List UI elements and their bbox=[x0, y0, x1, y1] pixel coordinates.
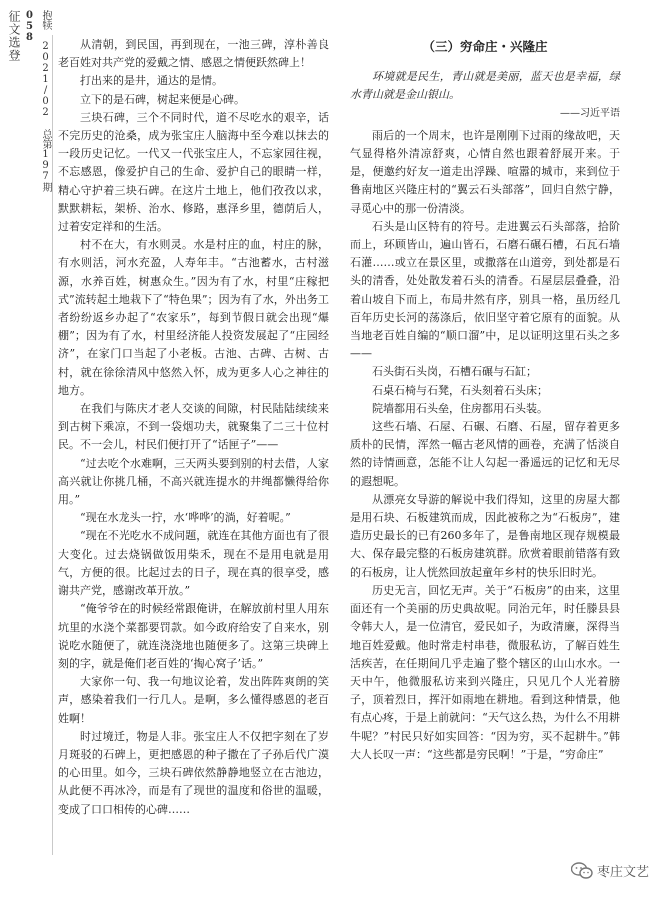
wechat-icon bbox=[571, 862, 593, 880]
paragraph: 打出来的是井，通达的是情。 bbox=[80, 74, 223, 88]
paragraph: 从清朝，到民国，再到现在，一池三碑，淳朴善良老百姓对共产党的爱戴之情、感恩之情便跃然碑上！ bbox=[58, 38, 329, 70]
paragraph: “现在水龙头一拧，水‘哗哗’的淌，好着呢。” bbox=[80, 511, 291, 525]
paragraph: “过去吃个水难啊，三天两头要到别的村去借，人家高兴就让你挑几桶，不高兴就连提水的井绳都懒得给你用。” bbox=[58, 456, 329, 507]
paragraph: 村不在大，有水则灵。水是村庄的血，村庄的脉，有水则活，河水充盈，人寿年丰。“古池蓄水，古村滋源，水养百姓，树惠众生。”因为有了水，村里“庄稼把式”流转起土地栽下了“特色果”；因为有了水，外出务工者纷纷返乡办起了“农家乐”，每到节假日就会出现“爆棚”；因为有了水，村里经济能人投资发展起了“庄园经济”，在家门口当起了小老板。古池、古碑、古树、古村，就在徐徐清风中悠然入怀，成为更多人心之神往的地方。 bbox=[58, 238, 329, 397]
paragraph: 立下的是石碑，树起来便是心碑。 bbox=[80, 92, 245, 106]
verse-line: 石桌石椅与石凳，石头刻着石头床； bbox=[372, 383, 548, 397]
journal-issue: 抱犊 2021/02 总第197期 bbox=[40, 10, 51, 192]
section-title: （三）穷命庄・兴隆庄 bbox=[422, 39, 548, 54]
paragraph: 三块石碑，三个不同时代，道不尽吃水的艰辛，话不完历史的沧桑，成为张宝庄人脑海中至今难以抹去的一段历史记忆。一代又一代张宝庄人，不忘家园往视，不忘感恩，像爱护自己的生命、爱护自己的眼睛一样，精心守护着三块石碑。在这片土地上，他们孜孜以求，默默耕耘，架桥、治水、修路，惠泽乡里，德荫后人，过着安定祥和的生活。 bbox=[58, 110, 329, 234]
page-number: 058 bbox=[24, 10, 35, 43]
paragraph: 大家你一句、我一句地议论着，发出阵阵爽朗的笑声，感染着我们一行几人。是啊，多么懂得感恩的老百姓啊！ bbox=[58, 675, 329, 725]
right-column bbox=[350, 36, 620, 764]
column-name: 征文选登 bbox=[7, 10, 21, 62]
paragraph: “俺爷爷在的时候经常跟俺讲，在解放前村里人用东坑里的水浇个菜都要罚款。如今政府给安了自来水，别说吃水随便了，就连浇浇地也随便多了。这第三块碑上刻的字，就是俺们老百姓的‘掏心窝子’话。” bbox=[58, 602, 329, 670]
verse-line: 院墙都用石头垒，住房都用石头装。 bbox=[372, 401, 548, 415]
watermark bbox=[571, 861, 649, 880]
paragraph: “现在不光吃水不成问题，就连在其他方面也有了很大变化。过去烧锅做饭用柴禾，现在不是用电就是用气，方便的很。比起过去的日子，现在真的很享受，感谢共产党，感谢改革开放。” bbox=[58, 529, 329, 598]
paragraph: 时过境迁，物是人非。张宝庄人不仅把字刻在了岁月斑驳的石碑上，更把感恩的种子撒在了子孙后代广漠的心田里。如今，三块石碑依然静静地竖立在古池边，从此便不再冰冷，而是有了现世的温度和俗世的温暖，变成了口口相传的心碑…… bbox=[58, 729, 329, 816]
margin-rule bbox=[52, 35, 53, 855]
paragraph: 雨后的一个周末，也许是刚刚下过雨的缘故吧，天气显得格外清凉舒爽，心情自然也跟着舒展开来。于是，便邀约好友一道走出浮躁、喧嚣的城市，来到位于鲁南地区兴隆庄村的“翼云石头部落”，回归自然宁静，寻觅心中的那一份清淡。 bbox=[350, 128, 620, 215]
watermark-label: 枣庄文艺 bbox=[596, 865, 649, 880]
verse-line: 石头街石头岗，石槽石碾与石缸； bbox=[372, 365, 537, 379]
epigraph-source: ——习近平语 bbox=[560, 107, 620, 119]
left-column bbox=[58, 36, 329, 819]
paragraph: 在我们与陈庆才老人交谈的间隙，村民陆陆续续来到古树下乘凉，不到一袋烟功夫，就聚集了二三十位村民。不一会儿，村民们便打开了“话匣子”—— bbox=[58, 402, 329, 452]
paragraph: 这些石墙、石屋、石碾、石磨、石屋，留存着更多质朴的民情，浑然一幅古老风情的画卷，充满了恬淡自然的诗情画意，怎能不让人勾起一番遥远的记忆和无尽的遐想呢。 bbox=[350, 420, 620, 488]
paragraph: 从漂亮女导游的解说中我们得知，这里的房屋大都是用石块、石板建筑而成，因此被称之为“石板房”，建造历史最长的已有260多年了，是鲁南地区现存规模最大、保存最完整的石板房建筑群。欣赏着眼前错落有致的石板房，让人恍然回放起童年乡村的快乐旧时光。 bbox=[350, 492, 620, 579]
paragraph: 历史无言，回忆无声。关于“石板房”的由来，这里面还有一个美丽的历史典故呢。同治元年，时任滕县县令韩大人，是一位清官，爱民如子，为政清廉，深得当地百姓爱戴。他时常走村串巷，微服私访，了解百姓生活疾苦，在任期间几乎走遍了整个辖区的山山水水。一天中午，他微服私访来到兴隆庄，只见几个人光着膀子，顶着烈日，挥汗如雨地在耕地。看到这种情景，他有点心疼，于是上前就问：“天气这么热，为什么不用耕牛呢？”村民只好如实回答：“因为穷，买不起耕牛。”韩大人长叹一声：“这些都是穷民啊！”于是，“穷命庄” bbox=[350, 583, 620, 761]
epigraph: 环境就是民生，青山就是美丽，蓝天也是幸福，绿水青山就是金山银山。 bbox=[350, 70, 620, 102]
paragraph: 石头是山区特有的符号。走进翼云石头部落，拾阶而上，环顾皆山，遍山皆石，石磨石碾石槽，石瓦石墙石灌……或立在景区里，或撒落在山道旁，到处都是石头的清香，处处散发着石头的清香。石屋层层叠叠，沿着山坡自下而上，布局井然有序，别具一格，虽历经几百年历史长河的荡涤后，依旧坚守着它原有的面貌。从当地老百姓自编的“顺口溜”中，足以证明这里石头之多—— bbox=[350, 219, 620, 361]
